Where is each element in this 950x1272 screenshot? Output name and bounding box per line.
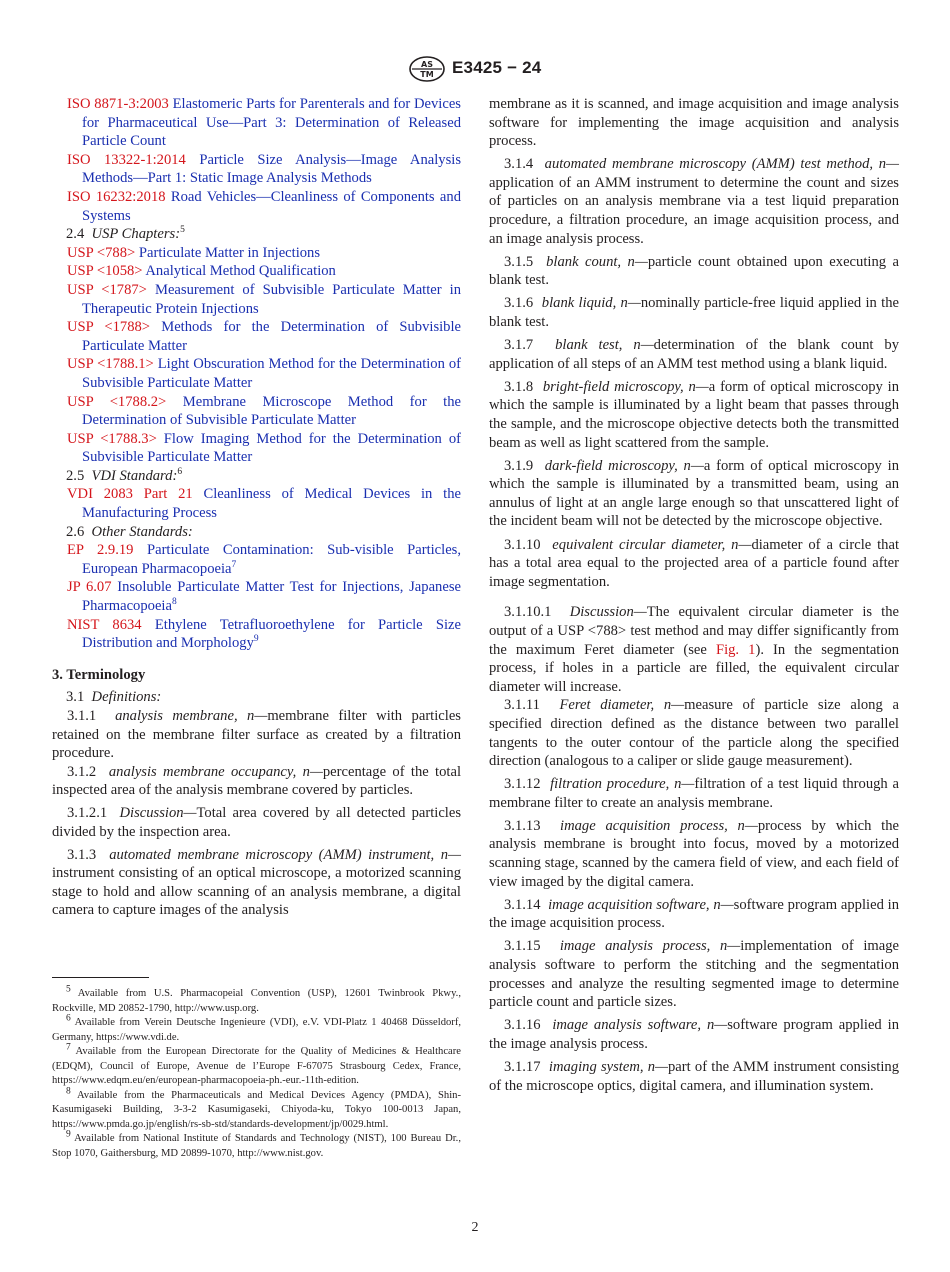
reference-item[interactable]: ISO 13322-1:2014 Particle Size Analysis—Image Analysis Methods—Part 1: Static Image Analysis Methods [67, 151, 461, 187]
reference-item[interactable]: USP <788> Particulate Matter in Injections [67, 244, 321, 261]
discussion: 3.1.2.1 Discussion—Total area covered by all detected particles divided by the inspection area. [52, 805, 462, 841]
definition: 3.1.11 Feret diameter, n—measure of particle size along a specified direction defined as the distance between two parallel tangents to the outer contour of the particle along the specified direction (analogous to a caliper or slide gauge measurement). [489, 697, 899, 770]
footnotes [52, 984, 461, 1161]
reference-item[interactable]: JP 6.07 Insoluble Particulate Matter Test for Injections, Japanese Pharmacopoeia$^8$ [67, 579, 461, 615]
footnote-divider [52, 977, 149, 978]
page-header [0, 56, 950, 82]
reference-item[interactable]: ISO 8871-3:2003 Elastomeric Parts for Parenterals and for Devices for Pharmaceutical Use—Part 3: Determination of Released Particle Count [67, 96, 461, 150]
reference-item[interactable]: NIST 8634 Ethylene Tetrafluoroethylene for Particle Size Distribution and Morphology$^9$ [67, 616, 461, 652]
section-2-5: 2.5 VDI Standard:$^6$ [66, 467, 183, 484]
discussion: 3.1.10.1 Discussion—The equivalent circular diameter is the output of a USP <788> test method and may differ significantly from the maximum Feret diameter (see Fig. 1). In the segmentation process, if holes in a particle are filled, the equivalent circular diameter will increase. [489, 604, 900, 695]
svg-text:AS: AS [421, 60, 433, 69]
section-3-1: 3.1 Definitions: [66, 689, 162, 706]
definition: 3.1.8 bright-field microscopy, n—a form of optical microscopy in which the sample is illuminated by a light beam that passes through the sample, and the microscope objective detects both the transmitted beam as well as light scattered from the sample. [489, 378, 900, 451]
definition: 3.1.2 analysis membrane occupancy, n—percentage of the total inspected area of the analysis membrane covered by particles. [52, 763, 462, 799]
reference-item[interactable]: VDI 2083 Part 21 Cleanliness of Medical Devices in the Manufacturing Process [67, 486, 461, 522]
definition: 3.1.6 blank liquid, n—nominally particle-free liquid applied in the blank test. [489, 295, 899, 331]
definition: 3.1.3 automated membrane microscopy (AMM) instrument, n—instrument consisting of an optical microscope, a motorized scanning stage to hold and allow scanning of an analysis membrane, a digital camera to capture images of the analysis [52, 846, 461, 919]
definition: 3.1.14 image acquisition software, n—software program applied in the image acquisition process. [489, 896, 900, 932]
footnote: $^7$ Available from the European Directorate for the Quality of Medicines & Healthcare (EDQM), Council of Europe, Avenue de l’Europe F-67075 Strasbourg Cedex, France, https://www.edqm.eu/en/european-pharmacopoeia-ph.-eur.-11th-edition. [52, 1042, 461, 1086]
footnote: $^9$ Available from National Institute of Standards and Technology (NIST), 100 Bureau Dr., Stop 1070, Gaithersburg, MD 20899-1070, http://www.nist.gov. [52, 1129, 461, 1159]
footnote: $^5$ Available from U.S. Pharmacopeial Convention (USP), 12601 Twinbrook Pkwy., Rockville, MD 20852-1790, http://www.usp.org. [52, 984, 461, 1014]
definition: 3.1.15 image analysis process, n—implementation of image analysis software to perform the stitching and the segmentation processes and analyze the resulting segmented image to determine particle count and particle sizes. [489, 938, 899, 1011]
definition: 3.1.7 blank test, n—determination of the blank count by application of all steps of an AMM test method using a blank liquid. [489, 337, 899, 372]
standard-designation: E3425 − 24 [452, 58, 542, 77]
reference-item[interactable]: USP <1788.2> Membrane Microscope Method for the Determination of Subvisible Particulate Matter [67, 393, 461, 429]
astm-logo-icon [408, 56, 446, 82]
svg-text:TM: TM [420, 70, 434, 79]
reference-item[interactable]: USP <1787> Measurement of Subvisible Particulate Matter in Therapeutic Protein Injections [67, 281, 462, 317]
definition: 3.1.10 equivalent circular diameter, n—diameter of a circle that has a total area equal to the projected area of a particle found after image segmentation. [489, 536, 900, 590]
footnote: $^8$ Available from the Pharmaceuticals and Medical Devices Agency (PMDA), Shin-Kasumigaseki Building, 3-3-2 Kasumigaseki, Chiyoda-ku, Tokyo 100-0013 Japan, https://www.pmda.go.jp/english/rs-sb-std/standards-development/jp/0029.html. [52, 1085, 461, 1130]
definition: 3.1.5 blank count, n—particle count obtained upon executing a blank test. [489, 253, 899, 289]
definition: 3.1.9 dark-field microscopy, n—a form of optical microscopy in which the sample is illuminated by a transmitted beam, using an annulus of light at an angle large enough so that unscattered light of the incident beam will not be detected by the microscope objective. [489, 457, 899, 530]
definition-continued: membrane as it is scanned, and image acquisition and image analysis software for implementing the image acquisition and analysis process. [489, 96, 899, 150]
reference-item[interactable]: USP <1788.3> Flow Imaging Method for the Determination of Subvisible Particulate Matter [67, 430, 461, 466]
definition: 3.1.4 automated membrane microscopy (AMM) test method, n—application of an AMM instrument to determine the count and sizes of particles on an analysis membrane via a test liquid preparation procedure, a filtration procedure, an image acquisition process, and an image analysis process. [489, 156, 900, 247]
page-number: 2 [471, 1220, 479, 1235]
section-heading: 3. Terminology [52, 666, 146, 683]
reference-item[interactable]: USP <1788.1> Light Obscuration Method for the Determination of Subvisible Particulate Matter [67, 356, 461, 391]
definition: 3.1.16 image analysis software, n—software program applied in the image analysis process. [489, 1017, 899, 1052]
section-2-6: 2.6 Other Standards: [66, 523, 193, 540]
reference-item[interactable]: USP <1058> Analytical Method Qualification [67, 263, 336, 280]
reference-item[interactable]: USP <1788> Methods for the Determination of Subvisible Particulate Matter [67, 319, 462, 354]
definition: 3.1.17 imaging system, n—part of the AMM instrument consisting of the microscope optics, digital camera, and illumination system. [489, 1059, 900, 1094]
reference-item[interactable]: ISO 16232:2018 Road Vehicles—Cleanliness of Components and Systems [67, 188, 461, 224]
definition: 3.1.12 filtration procedure, n—filtration of a test liquid through a membrane filter to create an analysis membrane. [489, 776, 899, 811]
left-column [52, 95, 461, 925]
figure-link[interactable]: Fig. 1 [715, 641, 756, 658]
footnote: $^6$ Available from Verein Deutsche Ingenieure (VDI), e.V. VDI-Platz 1 40468 Düsseldorf, Germany, https://www.vdi.de. [52, 1013, 461, 1043]
right-column [489, 95, 899, 1100]
reference-item[interactable]: EP 2.9.19 Particulate Contamination: Sub-visible Particles, European Pharmacopoeia$^7$ [67, 542, 462, 577]
definition: 3.1.13 image acquisition process, n—process by which the analysis membrane is brought into focus, moved by a motorized scanning stage, scanned by the camera field of view, and each field of view imaged by the digital camera. [489, 817, 900, 890]
section-2-4: 2.4 USP Chapters:$^5$ [66, 225, 185, 243]
definition: 3.1.1 analysis membrane, n—membrane filter with particles retained on the membrane filter surface as created by a filtration procedure. [52, 708, 461, 762]
